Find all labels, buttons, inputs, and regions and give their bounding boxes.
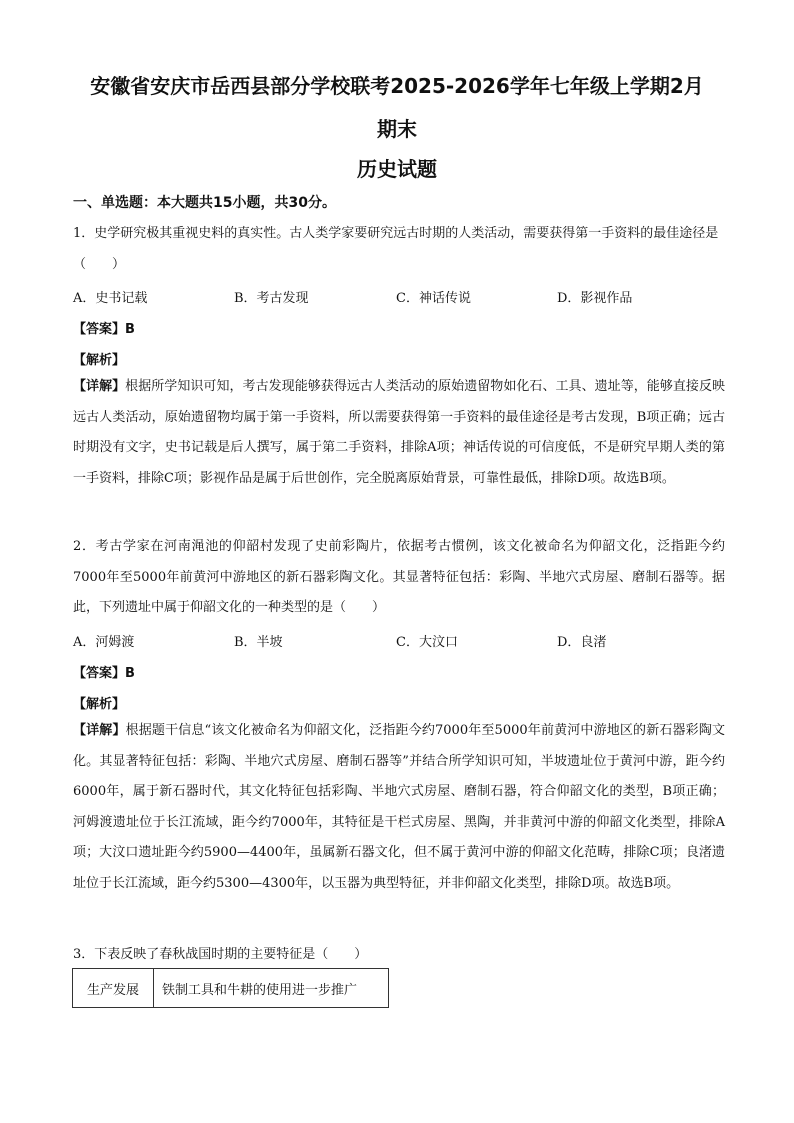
question-1-option-c: C．神话传说 [396, 291, 471, 306]
question-1-stem: 1．史学研究极其重视史料的真实性。古人类学家要研究远古时期的人类活动，需要获得第一手资料的最佳途径是（ ） [73, 226, 719, 272]
question-2-option-d: D．良渚 [557, 635, 607, 650]
table-cell-category: 生产发展 [73, 969, 154, 1008]
exam-subtitle: 历史试题 [357, 157, 437, 181]
question-2-answer: 【答案】B [73, 666, 135, 681]
question-2-option-c: C．大汶口 [396, 635, 458, 650]
section-heading: 一、单选题：本大题共15小题，共30分。 [73, 195, 336, 211]
question-1-analysis-label: 【解析】 [73, 353, 126, 368]
table-row [73, 969, 389, 1008]
question-2-stem: 2．考古学家在河南渑池的仰韶村发现了史前彩陶片，依据考古惯例，该文化被命名为仰韶文化，泛指距今约7000年至5000年前黄河中游地区的新石器彩陶文化。其显著特征包括：彩陶、半地穴式房屋、磨制石器等。据此，下列遗址中属于仰韶文化的一种类型的是（ ） [73, 539, 725, 615]
exam-title-continued: 期末 [377, 117, 417, 141]
question-1-option-d: D．影视作品 [557, 291, 633, 306]
question-1-detail-label: 【详解】 [73, 379, 126, 394]
question-3-table [72, 968, 389, 1008]
table-cell-description: 铁制工具和牛耕的使用进一步推广 [154, 969, 389, 1008]
question-2-option-b: B．半坡 [234, 635, 283, 650]
question-1-option-b: B．考古发现 [234, 291, 309, 306]
exam-title: 安徽省安庆市岳西县部分学校联考2025-2026学年七年级上学期2月 [90, 74, 704, 98]
question-1-detail-text: 根据所学知识可知，考古发现能够获得远古人类活动的原始遗留物如化石、工具、遗址等，能够直接反映远古人类活动，原始遗留物均属于第一手资料，所以需要获得第一手资料的最佳途径是考古发现，B项正确；远古时期没有文字，史书记载是后人撰写，属于第二手资料，排除A项；神话传说的可信度低，不是研究早期人类的第一手资料，排除C项；影视作品是属于后世创作，完全脱离原始背景，可靠性最低，排除D项。故选B项。 [73, 379, 725, 486]
question-1-answer: 【答案】B [73, 322, 135, 337]
question-1-option-a: A．史书记载 [73, 291, 148, 306]
question-2-detail-text: 根据题干信息“该文化被命名为仰韶文化，泛指距今约7000年至5000年前黄河中游地区的新石器彩陶文化。其显著特征包括：彩陶、半地穴式房屋、磨制石器等”并结合所学知识可知，半坡遗址位于黄河中游，距今约6000年，属于新石器时代，其文化特征包括彩陶、半地穴式房屋、磨制石器，符合仰韶文化的类型，B项正确；河姆渡遗址位于长江流域，距今约7000年，其特征是干栏式房屋、黑陶，并非黄河中游的仰韶文化类型，排除A项；大汶口遗址距今约5900—4400年，虽属新石器文化，但不属于黄河中游的仰韶文化范畴，排除C项；良渚遗址位于长江流域，距今约5300—4300年，以玉器为典型特征，并非仰韶文化类型，排除D项。故选B项。 [73, 723, 725, 891]
question-2-analysis-label: 【解析】 [73, 697, 126, 712]
question-3-stem: 3．下表反映了春秋战国时期的主要特征是（ ） [73, 947, 368, 962]
question-1-explanation [73, 372, 725, 494]
question-2-detail-label: 【详解】 [73, 723, 126, 738]
question-2-option-a: A．河姆渡 [73, 635, 135, 650]
question-2-explanation [73, 716, 725, 899]
